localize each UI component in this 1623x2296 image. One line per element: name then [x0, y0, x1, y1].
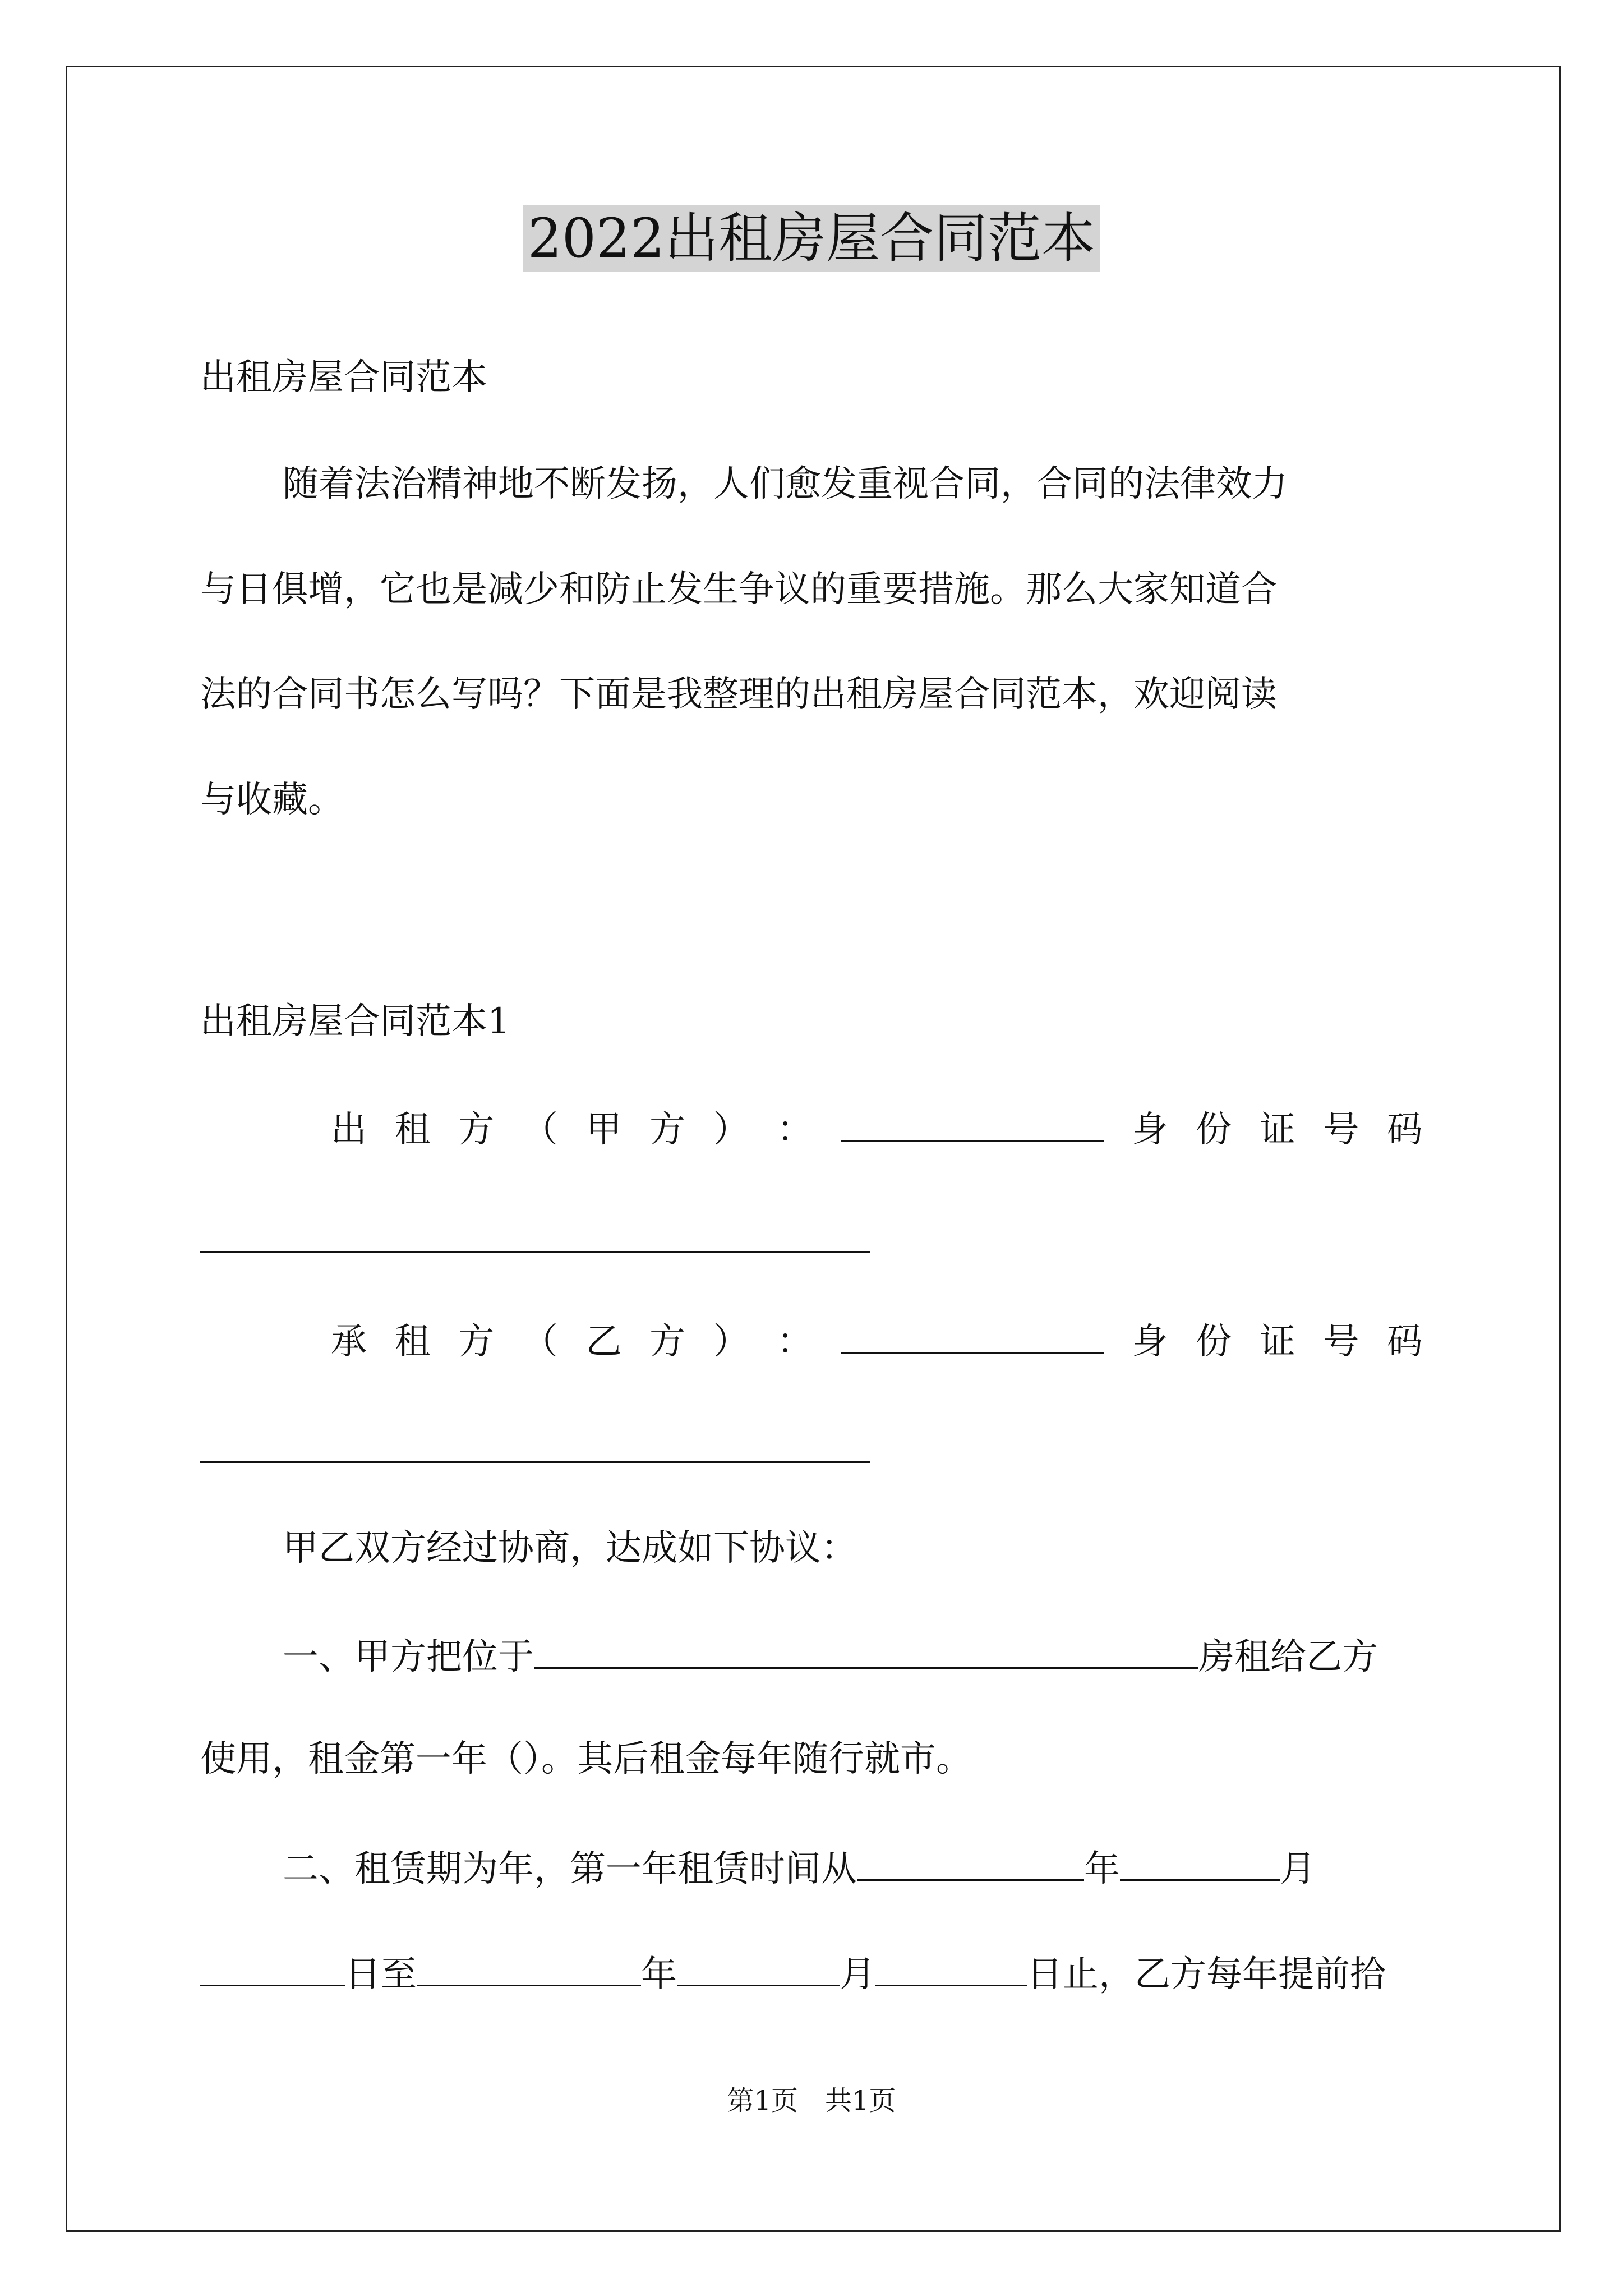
- document-title-text: 2022出租房屋合同范本: [523, 205, 1100, 272]
- page-number: 第1页: [727, 2085, 798, 2116]
- clause2-day-to-label: 日至: [345, 1954, 417, 1995]
- subtitle: 出租房屋合同范本: [200, 357, 487, 398]
- clause1-line1: [200, 1627, 1505, 1684]
- lessee-char: 租: [394, 1321, 431, 1363]
- lessor-id-char: 证: [1259, 1109, 1295, 1151]
- clause1-line2: 使用，租金第一年（）。其后租金每年随行就市。: [200, 1738, 972, 1780]
- clause2-start-year-blank[interactable]: [857, 1839, 1084, 1881]
- lessee-id-char: 证: [1259, 1321, 1295, 1363]
- clause2-end-month-label: 月: [840, 1954, 875, 1995]
- page-footer: [0, 2081, 1623, 2120]
- lessor-char: （: [522, 1109, 558, 1151]
- document-title: [0, 199, 1623, 278]
- lessor-id-char: 号: [1323, 1109, 1359, 1151]
- lessor-id-blank[interactable]: [200, 1251, 870, 1253]
- agreement-line: 甲乙双方经过协商，达成如下协议：: [283, 1527, 857, 1569]
- clause2-line2: [200, 1944, 1423, 2001]
- lessee-id-char: 身: [1132, 1321, 1168, 1363]
- intro-line-4: 与收藏。: [200, 779, 344, 821]
- clause2-tail: 日止，乙方每年提前拾: [1027, 1954, 1386, 1995]
- clause2-end-year-blank[interactable]: [417, 1944, 641, 1986]
- lessor-char: 方: [458, 1109, 495, 1151]
- lessee-char: （: [522, 1321, 558, 1363]
- lessee-id-char: 码: [1386, 1321, 1423, 1363]
- lessor-char: ）: [713, 1109, 749, 1151]
- lessee-char: ）: [713, 1321, 749, 1363]
- clause2-end-month-blank[interactable]: [677, 1944, 840, 1986]
- intro-line-1: 随着法治精神地不断发扬，人们愈发重视合同，合同的法律效力: [283, 463, 1288, 505]
- lessee-name-blank[interactable]: [841, 1312, 1104, 1354]
- intro-line-2: 与日俱增，它也是减少和防止发生争议的重要措施。那么大家知道合: [200, 569, 1277, 610]
- lessor-id-char: 份: [1196, 1109, 1232, 1151]
- clause2-line1: [200, 1839, 1505, 1896]
- clause2-end-day-blank[interactable]: [875, 1944, 1027, 1986]
- lessor-char: 方: [649, 1109, 686, 1151]
- clause2-month-label: 月: [1280, 1848, 1316, 1890]
- lessee-id-blank[interactable]: [200, 1461, 870, 1463]
- lessor-char: 租: [394, 1109, 431, 1151]
- section-title: 出租房屋合同范本1: [200, 1001, 510, 1042]
- lessor-row: [331, 1099, 1423, 1157]
- clause2-prefix: 二、租赁期为年，第一年租赁时间从: [283, 1848, 857, 1890]
- lessee-char: 承: [331, 1321, 367, 1363]
- lessee-id-char: 份: [1196, 1321, 1232, 1363]
- lessor-char: 出: [331, 1109, 367, 1151]
- page-total: 共1页: [825, 2085, 896, 2116]
- lessor-char: 甲: [585, 1109, 622, 1151]
- lessor-char: ：: [777, 1109, 813, 1151]
- lessor-id-char: 身: [1132, 1109, 1168, 1151]
- clause2-end-year-label: 年: [641, 1954, 677, 1995]
- lessee-id-char: 号: [1323, 1321, 1359, 1363]
- lessor-id-char: 码: [1386, 1109, 1423, 1151]
- clause1-prefix: 一、甲方把位于: [283, 1636, 534, 1678]
- clause2-year-label: 年: [1084, 1848, 1120, 1890]
- clause2-start-day-blank[interactable]: [200, 1944, 345, 1986]
- clause1-address-blank[interactable]: [534, 1627, 1198, 1669]
- lessee-row: [331, 1312, 1423, 1369]
- lessee-char: 方: [649, 1321, 686, 1363]
- lessee-char: 方: [458, 1321, 495, 1363]
- clause1-suffix: 房租给乙方: [1198, 1636, 1378, 1678]
- lessee-char: ：: [777, 1321, 813, 1363]
- intro-line-3: 法的合同书怎么写吗？下面是我整理的出租房屋合同范本，欢迎阅读: [200, 674, 1277, 715]
- clause2-start-month-blank[interactable]: [1120, 1839, 1280, 1881]
- lessor-name-blank[interactable]: [841, 1099, 1104, 1142]
- lessee-char: 乙: [585, 1321, 622, 1363]
